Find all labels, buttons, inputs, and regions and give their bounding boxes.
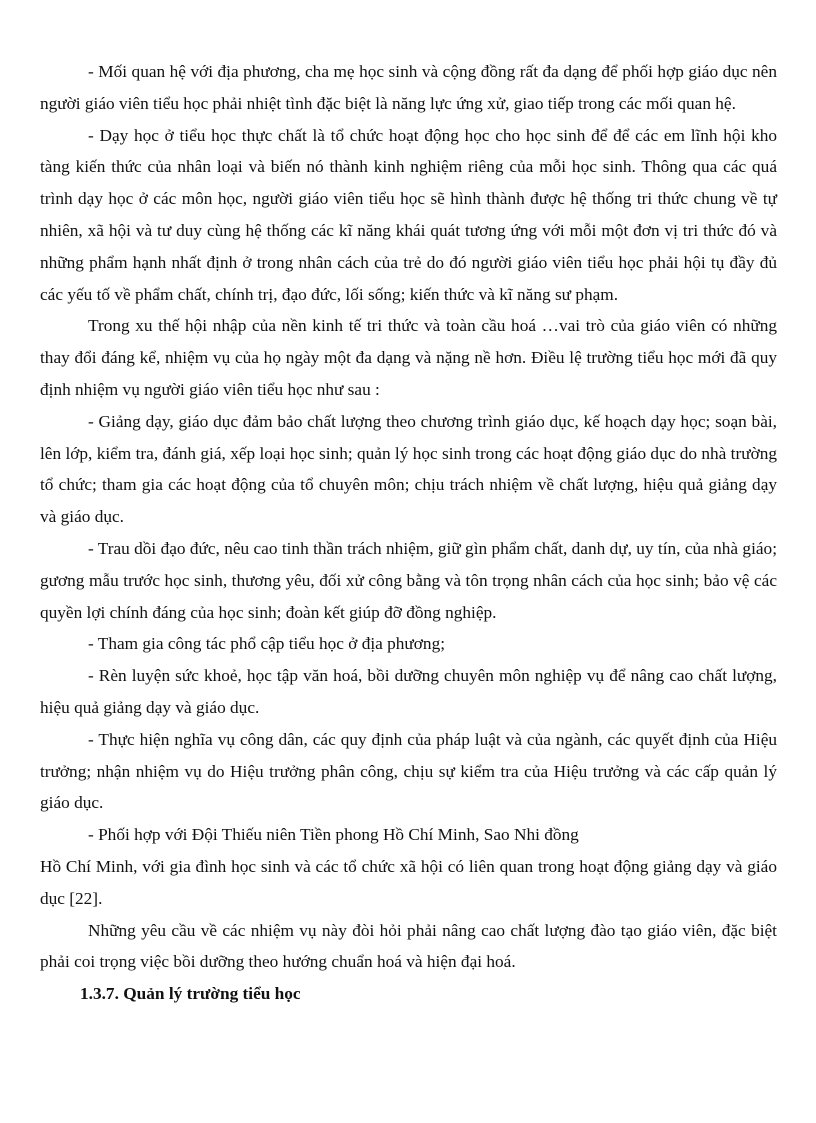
- paragraph-duty-teaching: - Giảng dạy, giáo dục đảm bảo chất lượng theo chương trình giáo dục, kế hoạch dạy học; soạn bài, lên lớp, kiểm tra, đánh giá, xếp loại học sinh; quản lý học sinh trong các hoạt động giáo dục do nhà trường tổ chức; tham gia các hoạt động của tổ chuyên môn; chịu trách nhiệm về chất lượng, hiệu quả giảng dạy và giáo dục.: [40, 411, 777, 527]
- paragraph-local-relations: - Mối quan hệ với địa phương, cha mẹ học sinh và cộng đồng rất đa dạng để phối hợp giáo dục nên người giáo viên tiểu học phải nhiệt tình đặc biệt là năng lực ứng xử, giao tiếp trong các mối quan hệ.: [40, 62, 777, 113]
- paragraph-duty-universalization: - Tham gia công tác phổ cập tiểu học ở địa phương;: [88, 634, 446, 654]
- paragraph-primary-teaching: - Dạy học ở tiểu học thực chất là tổ chức hoạt động học cho học sinh để để các em lĩnh hội kho tàng kiến thức của nhân loại và biến nó thành kinh nghiệm riêng của mỗi học sinh. Thông qua các quá trình dạy học ở các môn học, người giáo viên tiểu học sẽ hình thành được hệ thống tri thức chung về tự nhiên, xã hội và tư duy cùng hệ thống các kĩ năng khái quát tương ứng với mỗi một đơn vị tri thức đó và những phẩm hạnh nhất định ở trong nhân cách của trẻ do đó người giáo viên tiểu học phải hội tụ đầy đủ các yếu tố về phẩm chất, chính trị, đạo đức, lối sống; kiến thức và kĩ năng sư phạm.: [40, 125, 777, 304]
- paragraph-integration-trend: Trong xu thế hội nhập của nền kinh tế tri thức và toàn cầu hoá …vai trò của giáo viên có những thay đổi đáng kể, nhiệm vụ của họ ngày một đa dạng và nặng nề hơn. Điều lệ trường tiểu học mới đã quy định nhiệm vụ người giáo viên tiểu học như sau :: [40, 316, 777, 399]
- paragraph-duty-coordination-continued: Hồ Chí Minh, với gia đình học sinh và các tổ chức xã hội có liên quan trong hoạt động giảng dạy và giáo dục [22].: [40, 856, 777, 908]
- paragraph-duty-training: - Rèn luyện sức khoẻ, học tập văn hoá, bồi dưỡng chuyên môn nghiệp vụ để nâng cao chất lượng, hiệu quả giảng dạy và giáo dục.: [40, 666, 777, 717]
- paragraph-duty-coordination: - Phối hợp với Đội Thiếu niên Tiền phong Hồ Chí Minh, Sao Nhi đồng: [88, 825, 579, 845]
- paragraph-duty-ethics: - Trau dồi đạo đức, nêu cao tinh thần trách nhiệm, giữ gìn phẩm chất, danh dự, uy tín, của nhà giáo; gương mẫu trước học sinh, thương yêu, đối xử công bằng và tôn trọng nhân cách của học sinh; bảo vệ các quyền lợi chính đáng của học sinh; đoàn kết giúp đỡ đồng nghiệp.: [40, 538, 777, 622]
- section-heading: 1.3.7. Quản lý trường tiểu học: [80, 984, 301, 1004]
- paragraph-duty-citizen: - Thực hiện nghĩa vụ công dân, các quy định của pháp luật và của ngành, các quyết định của Hiệu trưởng; nhận nhiệm vụ do Hiệu trưởng phân công, chịu sự kiểm tra của Hiệu trưởng và các cấp quản lý giáo dục.: [40, 729, 777, 813]
- paragraph-requirements: Những yêu cầu về các nhiệm vụ này đòi hỏi phải nâng cao chất lượng đào tạo giáo viên, đặc biệt phải coi trọng việc bồi dưỡng theo hướng chuẩn hoá và hiện đại hoá.: [40, 920, 777, 972]
- document-page: [40, 56, 777, 1010]
